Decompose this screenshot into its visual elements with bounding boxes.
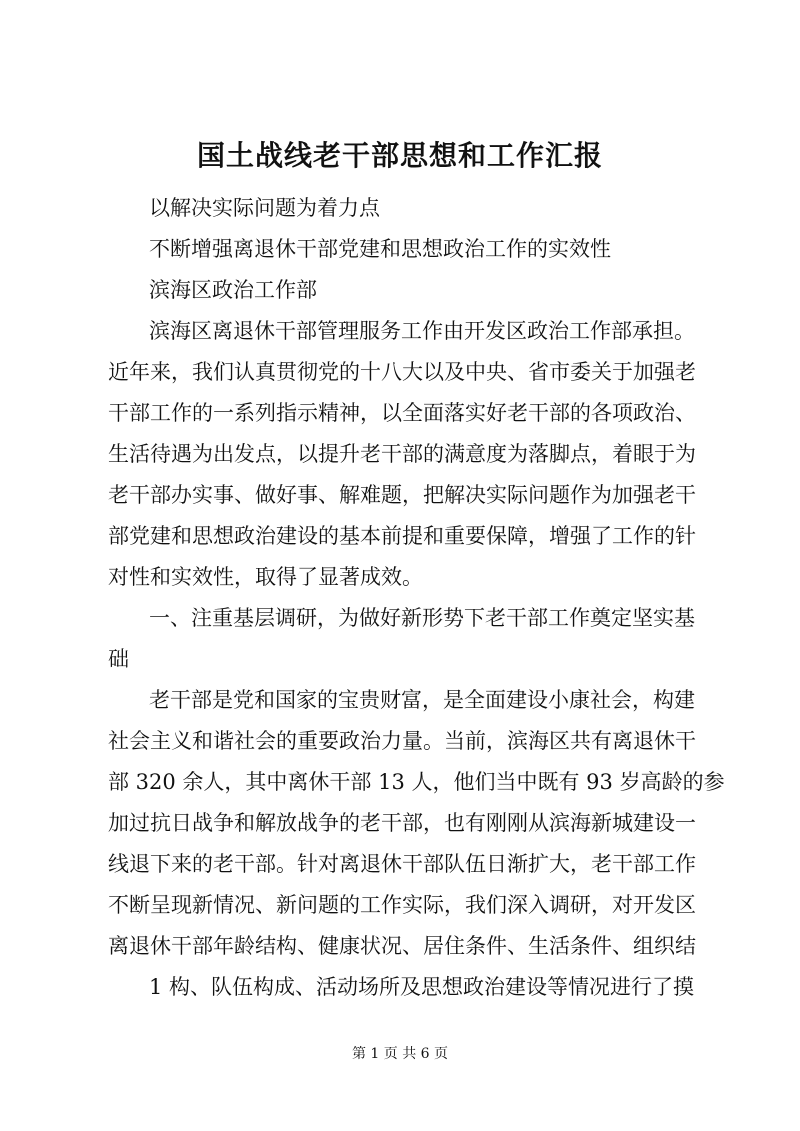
body-line: 社会主义和谐社会的重要政治力量。当前，滨海区共有离退休干 xyxy=(108,729,696,753)
section-heading-line: 一、注重基层调研，为做好新形势下老干部工作奠定坚实基 xyxy=(149,606,695,630)
body-line: 对性和实效性，取得了显著成效。 xyxy=(108,565,423,589)
page-footer: 第 1 页 共 6 页 xyxy=(351,1046,449,1062)
body-line: 线退下来的老干部。针对离退休干部队伍日渐扩大，老干部工作 xyxy=(108,852,696,876)
body-line: 干部工作的一系列指示精神，以全面落实好老干部的各项政治、 xyxy=(108,401,696,425)
document-title: 国土战线老干部思想和工作汇报 xyxy=(196,139,603,172)
subtitle-line-1: 以解决实际问题为着力点 xyxy=(149,196,380,220)
section-heading-line: 础 xyxy=(108,647,129,671)
body-line: 老干部是党和国家的宝贵财富，是全面建设小康社会，构建 xyxy=(149,688,695,712)
author-line: 滨海区政治工作部 xyxy=(149,278,317,302)
body-line: 老干部办实事、做好事、解难题，把解决实际问题作为加强老干 xyxy=(108,483,696,507)
body-line: 滨海区离退休干部管理服务工作由开发区政治工作部承担。 xyxy=(149,319,695,343)
body-line: 部党建和思想政治建设的基本前提和重要保障，增强了工作的针 xyxy=(108,524,696,548)
body-line: 生活待遇为出发点，以提升老干部的满意度为落脚点，着眼于为 xyxy=(108,442,696,466)
body-line: 部 320 余人，其中离休干部 13 人，他们当中既有 93 岁高龄的参 xyxy=(108,770,725,794)
body-line: 1 构、队伍构成、活动场所及思想政治建设等情况进行了摸 xyxy=(149,975,695,999)
body-line: 不断呈现新情况、新问题的工作实际，我们深入调研，对开发区 xyxy=(108,893,696,917)
body-line: 离退休干部年龄结构、健康状况、居住条件、生活条件、组织结 xyxy=(108,934,696,958)
body-line: 加过抗日战争和解放战争的老干部，也有刚刚从滨海新城建设一 xyxy=(108,811,696,835)
body-line: 近年来，我们认真贯彻党的十八大以及中央、省市委关于加强老 xyxy=(108,360,696,384)
subtitle-line-2: 不断增强离退休干部党建和思想政治工作的实效性 xyxy=(149,237,611,261)
